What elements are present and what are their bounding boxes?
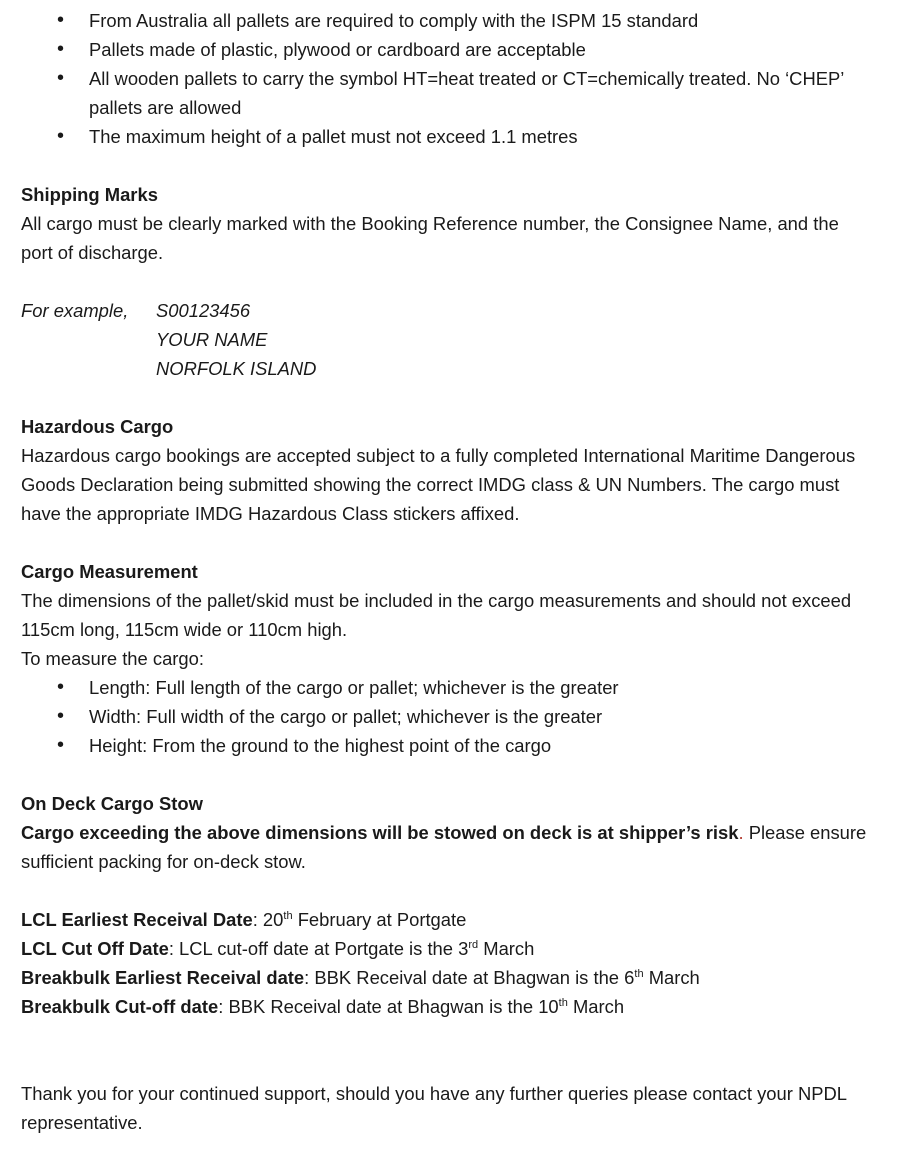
list-item: • From Australia all pallets are required to comply with the ISPM 15 standard — [21, 6, 871, 35]
on-deck-body — [21, 818, 871, 876]
list-item: • Height: From the ground to the highest point of the cargo — [21, 731, 871, 760]
date-text: : BBK Receival date at Bhagwan is the 10 — [218, 996, 559, 1017]
date-label: Breakbulk Earliest Receival date — [21, 967, 305, 988]
hazardous-cargo-body: Hazardous cargo bookings are accepted subject to a fully completed International Maritime Dangerous Goods Declaration being submitted showing the correct IMDG class & UN Numbers. The cargo must have the appropriate IMDG Hazardous Class stickers affixed. — [21, 445, 856, 524]
date-text: February at Portgate — [292, 909, 467, 930]
date-text: : 20 — [252, 909, 284, 930]
list-item: • Pallets made of plastic, plywood or cardboard are acceptable — [21, 35, 871, 64]
on-deck-period: . — [738, 822, 744, 843]
list-item: • All wooden pallets to carry the symbol HT=heat treated or CT=chemically treated. No ‘CHEP’ pallets are allowed — [21, 64, 871, 122]
list-item: • Length: Full length of the cargo or pallet; whichever is the greater — [21, 673, 871, 702]
date-text: : BBK Receival date at Bhagwan is the 6 — [304, 967, 635, 988]
cargo-measurement-body: The dimensions of the pallet/skid must be included in the cargo measurements and should not exceed 115cm long, 115cm wide or 110cm high. — [21, 590, 852, 640]
measurement-list — [21, 673, 871, 760]
date-ordinal: th — [634, 967, 644, 980]
date-ordinal: rd — [468, 938, 479, 951]
date-text: : LCL cut-off date at Portgate is the 3 — [168, 938, 469, 959]
example-booking-ref: S00123456 — [156, 300, 251, 321]
pallet-requirements-list — [21, 6, 871, 151]
cargo-measurement-intro: To measure the cargo: — [21, 648, 204, 669]
shipping-marks-heading: Shipping Marks — [21, 184, 158, 205]
example-consignee: YOUR NAME — [156, 329, 268, 350]
on-deck-rest: Please ensure sufficient packing for on-deck stow. — [21, 822, 867, 872]
example-label: For example, — [21, 300, 129, 321]
hazardous-cargo-heading: Hazardous Cargo — [21, 416, 174, 437]
list-item: • The maximum height of a pallet must not exceed 1.1 metres — [21, 122, 871, 151]
cargo-measurement-heading: Cargo Measurement — [21, 561, 198, 582]
closing-paragraph: Thank you for your continued support, should you have any further queries please contact your NPDL representative. — [21, 1083, 847, 1133]
date-line-lcl-cutoff — [21, 934, 871, 963]
date-line-breakbulk-cutoff — [21, 992, 871, 1021]
list-item: • Width: Full width of the cargo or pallet; whichever is the greater — [21, 702, 871, 731]
shipping-mark-example — [21, 296, 871, 325]
date-text: March — [643, 967, 700, 988]
date-text: March — [567, 996, 625, 1017]
date-label: Breakbulk Cut-off date — [21, 996, 219, 1017]
on-deck-warning: Cargo exceeding the above dimensions will be stowed on deck is at shipper’s risk — [21, 822, 739, 843]
date-label: LCL Earliest Receival Date — [21, 909, 253, 930]
date-text: March — [478, 938, 535, 959]
example-port: NORFOLK ISLAND — [156, 358, 317, 379]
shipping-marks-body: All cargo must be clearly marked with the Booking Reference number, the Consignee Name, and the port of discharge. — [21, 213, 839, 263]
date-label: LCL Cut Off Date — [21, 938, 169, 959]
date-line-lcl-earliest — [21, 905, 871, 934]
date-ordinal: th — [283, 909, 293, 922]
document-page — [21, 6, 871, 1137]
on-deck-heading: On Deck Cargo Stow — [21, 793, 203, 814]
date-line-breakbulk-earliest — [21, 963, 871, 992]
date-ordinal: th — [558, 996, 568, 1009]
